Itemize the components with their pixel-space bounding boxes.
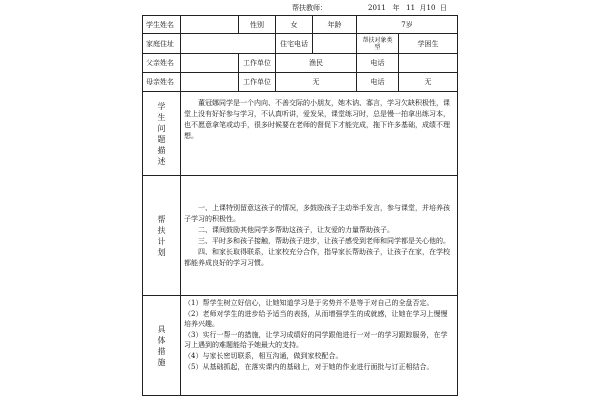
assistance-form-table (142, 15, 458, 396)
measure-item: （3）实行一帮一的措施，让学习成绩好的同学跟他进行一对一的学习跟踪服务，在学习上遇到的难题能给予她最大的支持。 (184, 330, 448, 350)
mother-row (143, 73, 458, 92)
father-work-label: 工作单位 (239, 54, 276, 73)
plan-item: 三、平时多和孩子接触，帮助孩子进步，让孩子感受到老师和同学都是关心他的。 (198, 236, 450, 245)
plan-label: 帮 扶 计 划 (143, 176, 181, 296)
measure-item: （2）老师对学生的进步给予适当的表扬，从而增强学生的成就感，让她在学习上慢慢培养兴趣。 (184, 309, 448, 329)
description-row (143, 92, 458, 176)
address-label: 家庭住址 (143, 34, 181, 54)
mother-work-value: 无 (276, 73, 357, 92)
mother-phone-label: 电话 (357, 73, 399, 92)
father-phone-value (399, 54, 458, 73)
form-header (142, 0, 457, 15)
student-name-value (181, 16, 239, 34)
assistance-form-sheet (142, 0, 457, 400)
father-name-label: 父亲姓名 (143, 54, 181, 73)
home-phone-label: 住宅电话 (276, 34, 313, 54)
plan-text-cell (181, 176, 458, 296)
plan-item: 一、上课特别留意这孩子的情况，多鼓励孩子主动举手发言，参与课堂，并培养孩子学习的积极性。 (184, 203, 450, 223)
student-name-label: 学生姓名 (143, 16, 181, 34)
helper-teacher-label: 帮扶教师： (292, 4, 327, 12)
description-text: 董冠娜同学是一个内向、不善交际的小朋友，她木讷、寡言，学习欠缺积极性，课堂上没有好好参与学习，不认真听讲，爱发呆，课堂练习时，总是慢一拍拿出练习本，也不愿意拿笔或动手，很多时候要在老师的督促下才能完成，拖下许多基础，成绩不理想。 (184, 99, 450, 140)
measure-item: （4）与家长密切联系，相互沟通，做到家校配合。 (184, 351, 343, 360)
measure-item: （1）帮学生树立好信心，让她知道学习是于劣势并不是等于对自己的全盘否定。 (184, 299, 434, 307)
target-type-value: 学困生 (399, 34, 458, 54)
age-value: 7岁 (357, 16, 458, 34)
target-type-label: 帮扶对象类型 (357, 34, 399, 54)
age-label: 年龄 (313, 16, 357, 34)
measures-label: 具 体 措 施 (143, 296, 181, 396)
father-row (143, 54, 458, 73)
gender-label: 性别 (239, 16, 276, 34)
plan-item: 四、和家长取得联系，让家校充分合作，指导家长帮助孩子，让孩子在家，在学校都能养成良好的学习习惯。 (184, 247, 450, 267)
father-name-value (181, 54, 239, 73)
form-date: 2011 年 11 月10 日 (368, 4, 447, 12)
address-value (181, 34, 276, 54)
father-work-value: 渔民 (276, 54, 357, 73)
mother-phone-value: 无 (399, 73, 458, 92)
plan-item: 二、课间鼓励其他同学多帮助这孩子，让友爱的力量帮助孩子。 (198, 225, 394, 234)
gender-value: 女 (276, 16, 313, 34)
father-phone-label: 电话 (357, 54, 399, 73)
description-text-cell (181, 92, 458, 176)
address-row (143, 34, 458, 54)
mother-name-label: 母亲姓名 (143, 73, 181, 92)
mother-name-value (181, 73, 239, 92)
home-phone-value (313, 34, 357, 54)
measures-row (143, 296, 458, 396)
plan-row (143, 176, 458, 296)
mother-work-label: 工作单位 (239, 73, 276, 92)
measures-text-cell (181, 296, 458, 396)
measure-item: （5）从基础抓起，在落实课内的基础上，对于她的作业进行面批与订正相结合。 (184, 362, 434, 371)
student-row (143, 16, 458, 34)
description-label: 学 生 问 题 描 述 (143, 92, 181, 176)
